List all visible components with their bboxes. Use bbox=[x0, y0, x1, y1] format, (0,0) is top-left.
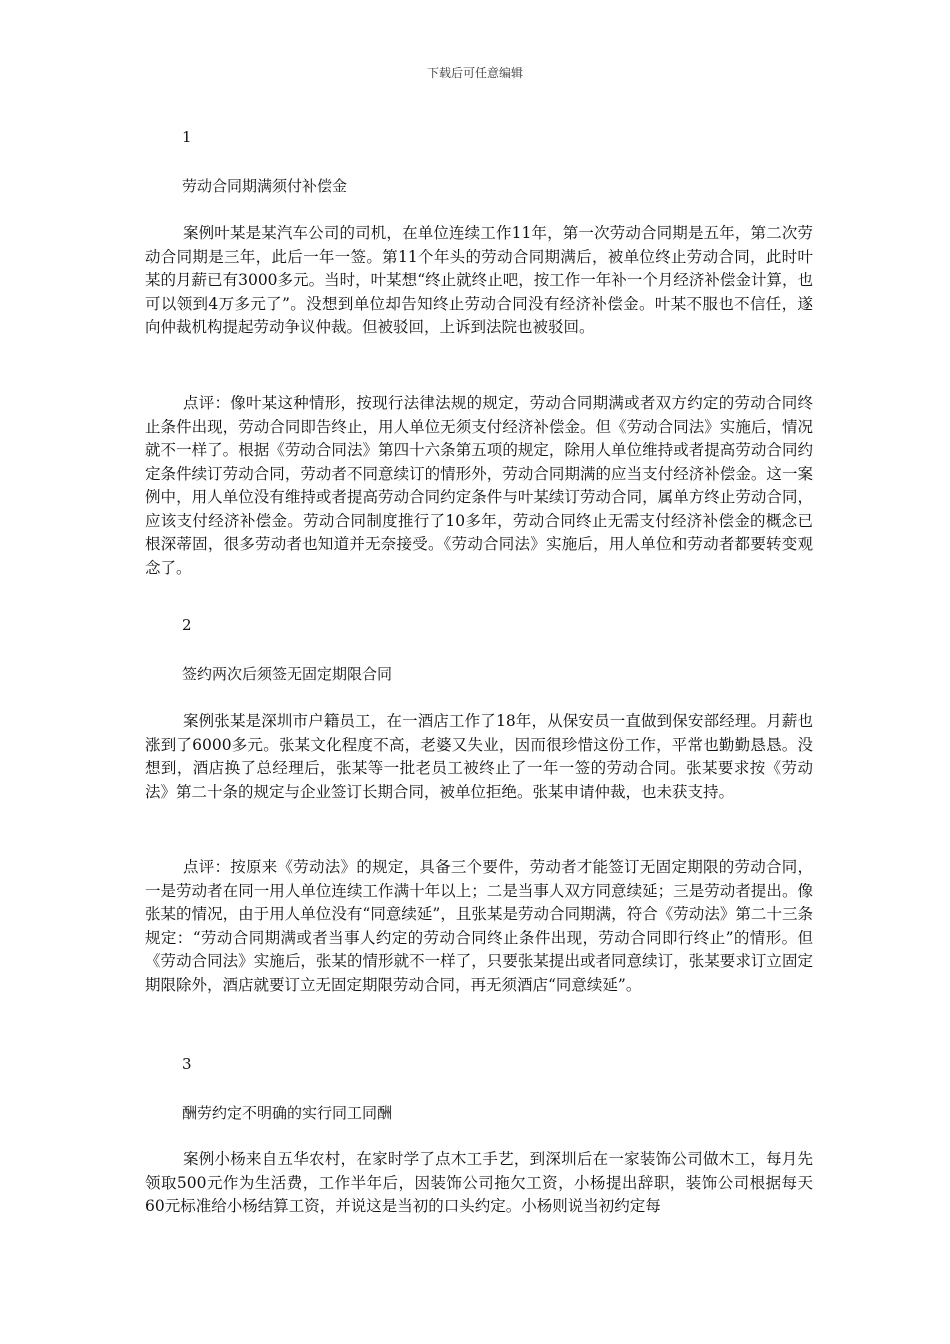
section-title: 劳动合同期满须付补偿金 bbox=[182, 177, 348, 195]
case-paragraph: 案例小杨来自五华农村，在家时学了点木工手艺，到深圳后在一家装饰公司做木工，每月先领取500元作为生活费，工作半年后，因装饰公司拖欠工资，小杨提出辞职，装饰公司根据每天60元标准给小杨结算工资，并说这是当初的口头约定。小杨则说当初约定每 bbox=[145, 1150, 813, 1215]
section-number: 1 bbox=[182, 128, 192, 146]
comment-paragraph: 点评：像叶某这种情形，按现行法律法规的规定，劳动合同期满或者双方约定的劳动合同终止条件出现，劳动合同即告终止，用人单位无须支付经济补偿金。但《劳动合同法》实施后，情况就不一样了。根据《劳动合同法》第四十六条第五项的规定，除用人单位维持或者提高劳动合同约定条件续订劳动合同，劳动者不同意续订的情形外，劳动合同期满的应当支付经济补偿金。这一案例中，用人单位没有维持或者提高劳动合同约定条件与叶某续订劳动合同，属单方终止劳动合同，应该支付经济补偿金。劳动合同制度推行了10多年，劳动合同终止无需支付经济补偿金的概念已根深蒂固，很多劳动者也知道并无奈接受。《劳动合同法》实施后，用人单位和劳动者都要转变观念了。 bbox=[145, 394, 813, 577]
case-paragraph: 案例张某是深圳市户籍员工，在一酒店工作了18年，从保安员一直做到保安部经理。月薪也涨到了6000多元。张某文化程度不高，老婆又失业，因而很珍惜这份工作，平常也勤勤恳恳。没想到，酒店换了总经理后，张某等一批老员工被终止了一年一签的劳动合同。张某要求按《劳动法》第二十条的规定与企业签订长期合同，被单位拒绝。张某申请仲裁，也未获支持。 bbox=[145, 712, 813, 801]
case-paragraph: 案例叶某是某汽车公司的司机，在单位连续工作11年，第一次劳动合同期是五年，第二次劳动合同期是三年，此后一年一签。第11个年头的劳动合同期满后，被单位终止劳动合同，此时叶某的月薪已有3000多元。当时，叶某想“终止就终止吧，按工作一年补一个月经济补偿金计算，也可以领到4万多元了”。没想到单位却告知终止劳动合同没有经济补偿金。叶某不服也不信任，遂向仲裁机构提起劳动争议仲裁。但被驳回，上诉到法院也被驳回。 bbox=[145, 224, 813, 336]
section-number: 3 bbox=[182, 1055, 192, 1073]
page-header: 下载后可任意编辑 bbox=[426, 66, 523, 80]
section-number: 2 bbox=[182, 616, 192, 634]
section-title: 酬劳约定不明确的实行同工同酬 bbox=[182, 1104, 393, 1122]
comment-paragraph: 点评：按原来《劳动法》的规定，具备三个要件，劳动者才能签订无固定期限的劳动合同，一是劳动者在同一用人单位连续工作满十年以上；二是当事人双方同意续延；三是劳动者提出。像张某的情况，由于用人单位没有“同意续延”，且张某是劳动合同期满，符合《劳动法》第二十三条规定：“劳动合同期满或者当事人约定的劳动合同终止条件出现，劳动合同即行终止”的情形。但《劳动合同法》实施后，张某的情形就不一样了，只要张某提出或者同意续订，张某要求订立固定期限除外，酒店就要订立无固定期限劳动合同，再无须酒店“同意续延”。 bbox=[145, 858, 813, 994]
section-title: 签约两次后须签无固定期限合同 bbox=[182, 665, 393, 683]
